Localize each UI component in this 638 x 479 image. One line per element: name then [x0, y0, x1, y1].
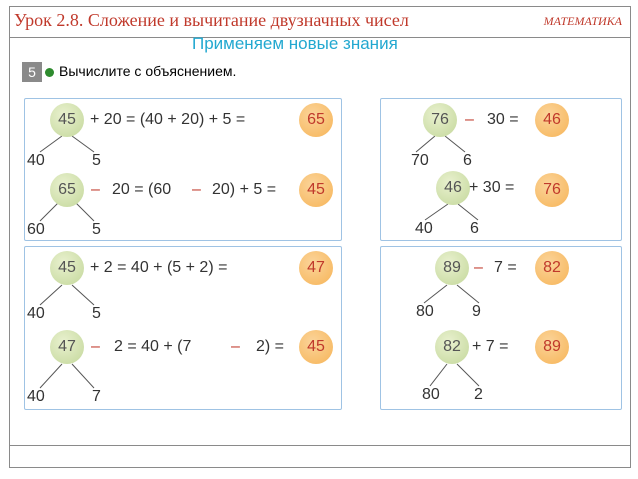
split-part: 6	[470, 220, 479, 237]
split-part: 5	[92, 305, 101, 322]
task-instruction: Вычислите с объяснением.	[59, 63, 237, 79]
equation-text: + 30 =	[469, 179, 515, 196]
result-circle: 45	[299, 173, 333, 207]
split-part: 40	[415, 220, 433, 237]
equation-text: 7 =	[494, 259, 517, 276]
start-number-circle: 47	[50, 330, 84, 364]
split-part: 5	[92, 152, 101, 169]
start-number-circle: 76	[423, 103, 457, 137]
minus-sign: –	[91, 181, 100, 198]
split-part: 2	[474, 386, 483, 403]
minus-sign: –	[474, 259, 483, 276]
result-circle: 46	[535, 103, 569, 137]
lesson-title: Урок 2.8. Сложение и вычитание двузначных чисел	[14, 10, 409, 30]
equation-text: 2 = 40 + (7	[114, 338, 192, 355]
start-number-circle: 45	[50, 251, 84, 285]
equation-text: + 2 = 40 + (5 + 2) =	[90, 259, 228, 276]
split-part: 80	[416, 303, 434, 320]
minus-sign: –	[91, 338, 100, 355]
split-part: 60	[27, 221, 45, 238]
result-circle: 47	[299, 251, 333, 285]
split-part: 7	[92, 388, 101, 405]
split-part: 6	[463, 152, 472, 169]
equation-text: + 20 = (40 + 20) + 5 =	[90, 111, 246, 128]
page-subtitle: Применяем новые знания	[192, 34, 398, 53]
start-number-circle: 65	[50, 173, 84, 207]
minus-sign: –	[231, 338, 240, 355]
split-part: 40	[27, 305, 45, 322]
split-part: 40	[27, 388, 45, 405]
split-part: 9	[472, 303, 481, 320]
equation-text: 2) =	[256, 338, 285, 355]
start-number-circle: 82	[435, 330, 469, 364]
equation-text: + 7 =	[472, 338, 509, 355]
task-number-badge: 5	[22, 62, 42, 82]
minus-sign: –	[192, 181, 201, 198]
start-number-circle: 46	[436, 171, 470, 205]
split-part: 80	[422, 386, 440, 403]
subject-label: МАТЕМАТИКА	[543, 14, 622, 28]
split-part: 70	[411, 152, 429, 169]
start-number-circle: 45	[50, 103, 84, 137]
equation-text: 20 = (60	[112, 181, 172, 198]
start-number-circle: 89	[435, 251, 469, 285]
result-circle: 76	[535, 173, 569, 207]
result-circle: 45	[299, 330, 333, 364]
split-part: 40	[27, 152, 45, 169]
result-circle: 65	[299, 103, 333, 137]
equation-text: 30 =	[487, 111, 519, 128]
minus-sign: –	[465, 111, 474, 128]
split-part: 5	[92, 221, 101, 238]
result-circle: 82	[535, 251, 569, 285]
equation-text: 20) + 5 =	[212, 181, 277, 198]
result-circle: 89	[535, 330, 569, 364]
